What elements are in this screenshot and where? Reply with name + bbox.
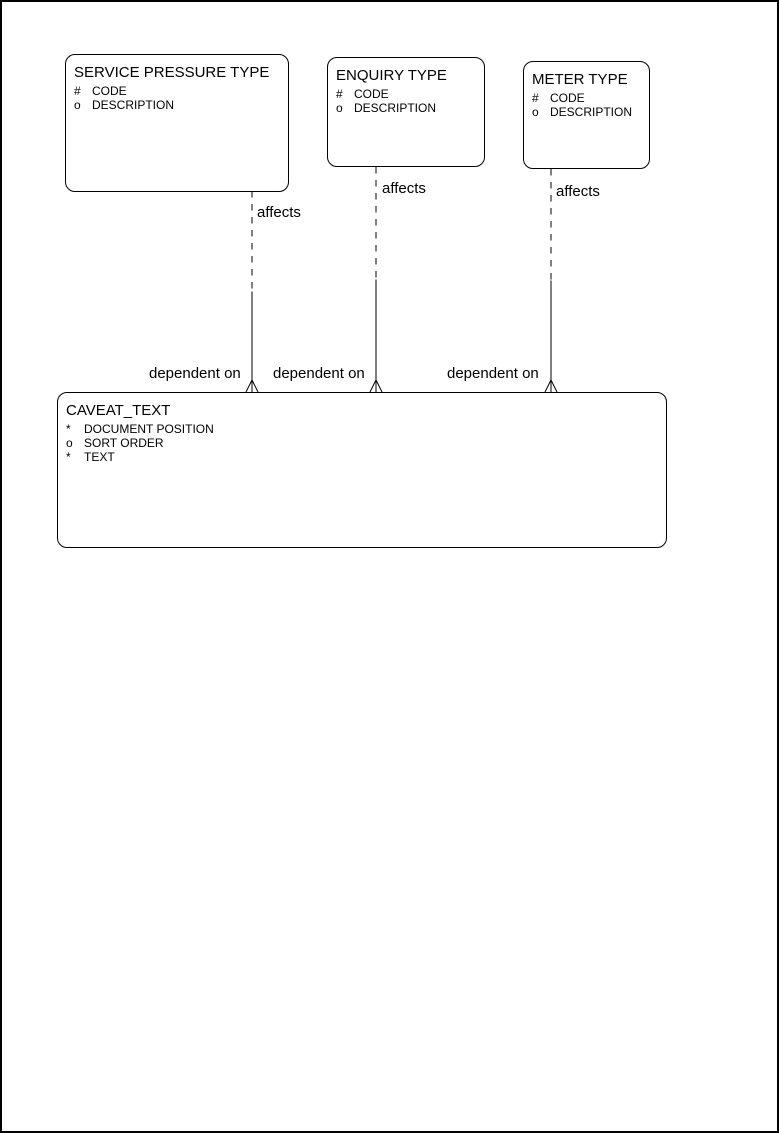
relationship-label-dependent-on: dependent on [273,365,365,382]
relationship-line-enquiry-type-caveat-text [370,167,382,392]
relationship-label-dependent-on: dependent on [447,365,539,382]
attribute-name: DOCUMENT POSITION [84,422,214,436]
crow-foot-right-prong [376,380,382,392]
crow-foot-left-prong [545,380,551,392]
relationship-label-dependent-on: dependent on [149,365,241,382]
attribute-optionality-marker: # [336,87,343,101]
entity-title: SERVICE PRESSURE TYPE [74,64,270,81]
attribute-list [336,87,476,115]
attribute-optionality-marker: o [74,98,81,112]
attribute-row [532,105,641,119]
attribute-name: CODE [354,87,389,101]
entity-caveat-text [57,392,667,548]
crow-foot-right-prong [252,380,258,392]
entity-title: METER TYPE [532,71,628,88]
entity-title: CAVEAT_TEXT [66,402,171,419]
attribute-row [66,436,658,450]
relationship-label-affects: affects [382,180,426,197]
crow-foot-right-prong [551,380,557,392]
crow-foot-left-prong [370,380,376,392]
attribute-optionality-marker: # [532,91,539,105]
attribute-list [532,91,641,119]
attribute-list [66,422,658,464]
attribute-name: SORT ORDER [84,436,164,450]
relationship-line-meter-type-caveat-text [545,169,557,392]
attribute-row [336,101,476,115]
entity-enquiry-type [327,57,485,167]
attribute-row [336,87,476,101]
relationship-label-affects: affects [257,204,301,221]
crow-foot-left-prong [246,380,252,392]
attribute-name: CODE [92,84,127,98]
attribute-optionality-marker: o [66,436,73,450]
attribute-optionality-marker: * [66,450,71,464]
entity-service-pressure-type [65,54,289,192]
attribute-row [74,98,280,112]
attribute-list [74,84,280,112]
attribute-name: DESCRIPTION [550,105,633,119]
entity-title: ENQUIRY TYPE [336,67,447,84]
attribute-row [66,422,658,436]
relationship-label-affects: affects [556,183,600,200]
attribute-name: TEXT [84,450,115,464]
relationship-line-service-pressure-type-caveat-text [246,191,258,392]
attribute-row [66,450,658,464]
attribute-optionality-marker: o [336,101,343,115]
attribute-name: CODE [550,91,585,105]
attribute-row [74,84,280,98]
entity-meter-type [523,61,650,169]
attribute-name: DESCRIPTION [92,98,175,112]
attribute-optionality-marker: o [532,105,539,119]
attribute-row [532,91,641,105]
attribute-optionality-marker: # [74,84,81,98]
attribute-name: DESCRIPTION [354,101,437,115]
attribute-optionality-marker: * [66,422,71,436]
